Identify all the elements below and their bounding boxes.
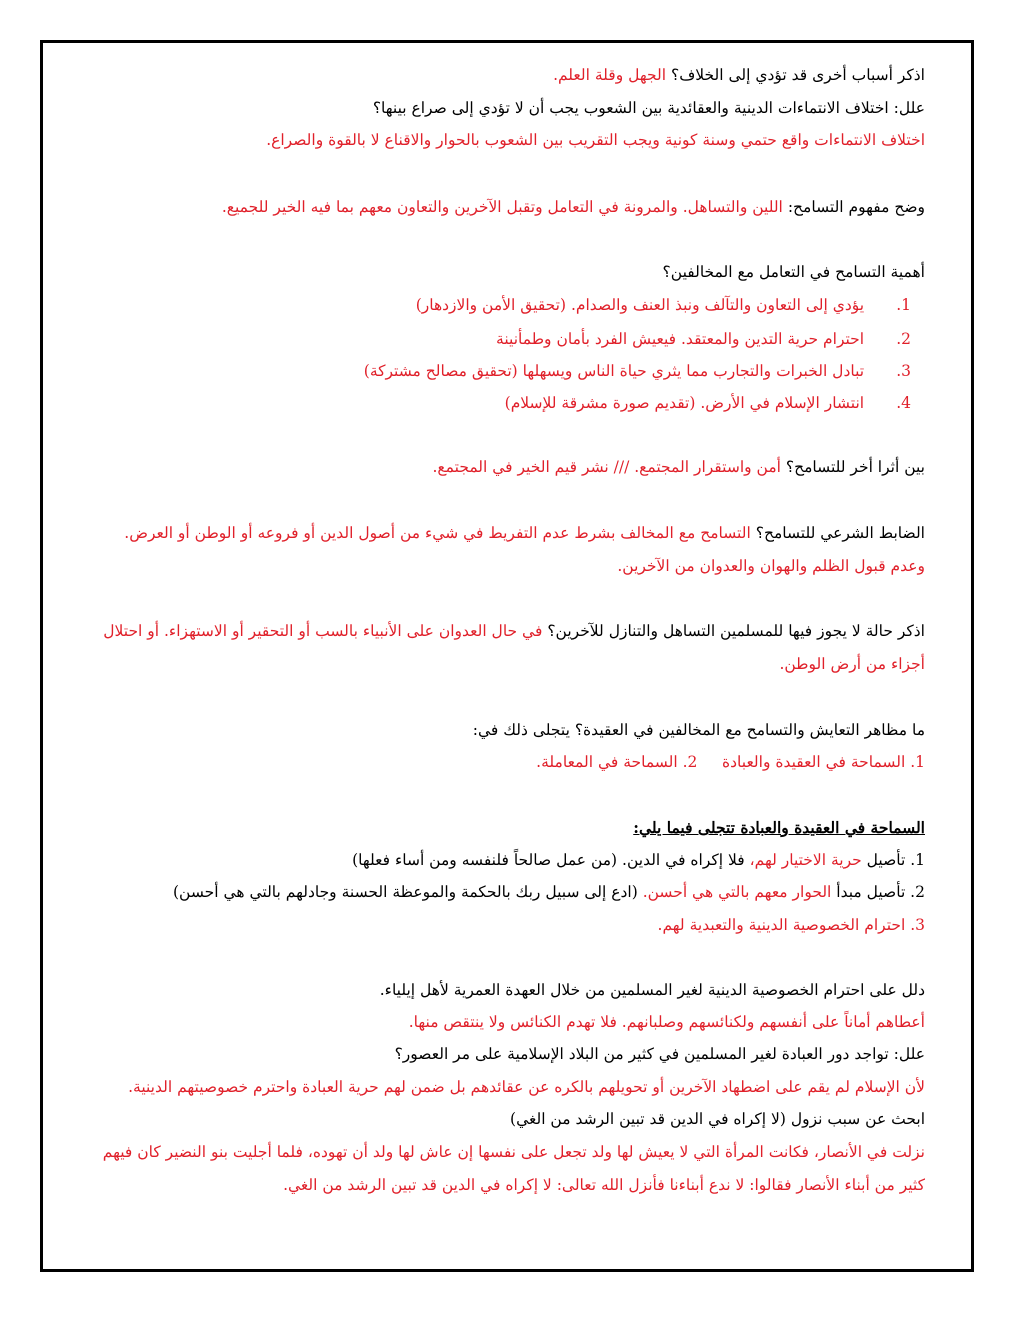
q4-item xyxy=(364,362,911,380)
q4-item xyxy=(505,394,911,412)
q4-item-text: انتشار الإسلام في الأرض. (تقديم صورة مشرقة للإسلام) xyxy=(504,394,865,412)
q1-question: اذكر أسباب أخرى قد تؤدي إلى الخلاف؟ xyxy=(671,66,925,84)
q8-question: ما مظاهر التعايش والتسامح مع المخالفين في العقيدة؟ يتجلى ذلك في: xyxy=(472,721,925,739)
section-heading: السماحة في العقيدة والعبادة تتجلى فيما يلي: xyxy=(633,818,925,837)
q1-answer: الجهل وقلة العلم. xyxy=(553,66,667,84)
q4-item xyxy=(496,330,911,348)
q6-question: الضابط الشرعي للتسامح؟ xyxy=(755,524,925,542)
q7-question: اذكر حالة لا يجوز فيها للمسلمين التساهل والتنازل للآخرين؟ xyxy=(547,622,925,640)
s9-l1-c: فلا إكراه في الدين. (من عمل صالحاً فلنفسه ومن أساء فعلها) xyxy=(352,851,745,869)
q3-question: وضح مفهوم التسامح: xyxy=(787,198,925,216)
q6-answer-cont: وعدم قبول الظلم والهوان والعدوان من الآخرين. xyxy=(617,557,925,575)
q3-answer: اللين والتساهل. والمرونة في التعامل وتقبل الآخرين والتعاون معهم بما فيه الخير للجميع. xyxy=(221,198,783,216)
q4-item-text: تبادل الخبرات والتجارب مما يثري حياة الناس ويسهلها (تحقيق مصالح مشتركة) xyxy=(363,362,865,380)
q3-line xyxy=(222,198,925,216)
q7-answer-cont: أجزاء من أرض الوطن. xyxy=(779,655,925,673)
q7-line xyxy=(103,622,925,640)
q12-answer-cont: كثير من أبناء الأنصار فقالوا: لا ندع أبناءنا فأنزل الله تعالى: لا إكراه في الدين قد تبين الرشد من الغي. xyxy=(283,1176,925,1194)
q5-line xyxy=(433,458,926,476)
q4-item-number: 4. xyxy=(896,394,911,412)
q12-answer: نزلت في الأنصار، فكانت المرأة التي لا يعيش لها ولد تجعل على نفسها إن عاش لها ولد أن تهوده، فلما أجليت بنو النضير كان فيهم xyxy=(102,1143,925,1161)
q4-item-number: 3. xyxy=(896,362,911,380)
q4-question: أهمية التسامح في التعامل مع المخالفين؟ xyxy=(662,263,925,281)
q8-answer-2: 2. السماحة في المعاملة. xyxy=(536,753,698,771)
s9-l2-b: الحوار معهم بالتي هي أحسن. xyxy=(642,883,832,901)
q8-answer xyxy=(536,753,925,771)
s9-l1-b: حرية الاختيار لهم، xyxy=(749,851,862,869)
s9-line-2 xyxy=(173,883,925,901)
q2-answer: اختلاف الانتماءات واقع حتمي وسنة كونية ويجب التقريب بين الشعوب بالحوار والاقناع لا بالقوة والصراع. xyxy=(266,131,925,149)
q12-question: ابحث عن سبب نزول (لا إكراه في الدين قد تبين الرشد من الغي) xyxy=(510,1110,925,1128)
q10-question: دلل على احترام الخصوصية الدينية لغير المسلمين من خلال العهدة العمرية لأهل إيلياء. xyxy=(379,981,925,999)
q6-answer: التسامح مع المخالف بشرط عدم التفريط في شيء من أصول الدين أو فروعه أو الوطن أو العرض. xyxy=(124,524,751,542)
q4-item xyxy=(416,296,911,314)
q4-item-text: احترام حرية التدين والمعتقد. فيعيش الفرد بأمان وطمأنينة xyxy=(496,330,865,348)
s9-line-3: 3. احترام الخصوصية الدينية والتعبدية لهم. xyxy=(657,916,925,934)
s9-line-1 xyxy=(352,851,925,869)
q5-question: بين أثرا أخر للتسامح؟ xyxy=(785,458,925,476)
s9-l1-a: 1. تأصيل xyxy=(866,851,925,869)
s9-l2-c: (ادع إلى سبيل ربك بالحكمة والموعظة الحسنة وجادلهم بالتي هي أحسن) xyxy=(172,883,638,901)
q4-item-number: 1. xyxy=(896,296,911,314)
q7-answer: في حال العدوان على الأنبياء بالسب أو التحقير أو الاستهزاء. أو احتلال xyxy=(103,622,543,640)
q5-answer: أمن واستقرار المجتمع. /// نشر قيم الخير في المجتمع. xyxy=(432,458,781,476)
q8-answer-1: 1. السماحة في العقيدة والعبادة xyxy=(722,753,925,771)
q11-answer: لأن الإسلام لم يقم على اضطهاد الآخرين أو تحويلهم بالكره عن عقائدهم بل ضمن لهم حرية العبادة واحترم خصوصيتهم الدينية. xyxy=(128,1078,925,1096)
s9-l2-a: 2. تأصيل مبدأ xyxy=(836,883,925,901)
q6-line xyxy=(124,524,925,542)
q11-question: علل: تواجد دور العبادة لغير المسلمين في كثير من البلاد الإسلامية على مر العصور؟ xyxy=(394,1045,925,1063)
q4-item-text: يؤدي إلى التعاون والتآلف ونبذ العنف والصدام. (تحقيق الأمن والازدهار) xyxy=(415,296,865,314)
q2-question: علل: اختلاف الانتماءات الدينية والعقائدية بين الشعوب يجب أن لا تؤدي إلى صراع بينها؟ xyxy=(372,99,925,117)
q4-item-number: 2. xyxy=(896,330,911,348)
q10-answer: أعطاهم أماناً على أنفسهم ولكنائسهم وصلبانهم. فلا تهدم الكنائس ولا ينتقص منها. xyxy=(408,1013,925,1031)
q1-line xyxy=(553,66,925,84)
